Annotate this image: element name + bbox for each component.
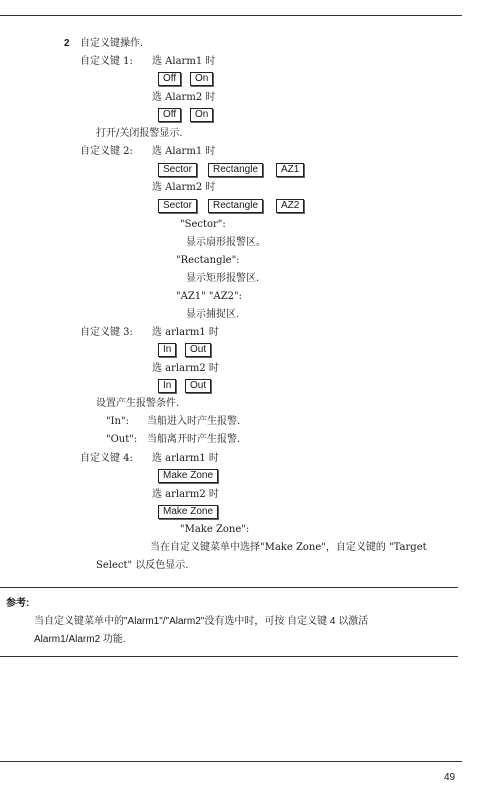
key3-alarm2-out-button[interactable]: Out [185,379,211,393]
key3-label: 自定义键 3: [80,327,133,338]
key3-note: 设置产生报警条件. [96,398,180,409]
key2-alarm1-rectangle-button[interactable]: Rectangle [208,163,263,177]
key2-alarm2-text: 选 Alarm2 时 [152,182,216,193]
reference-heading: 参考: [6,598,30,609]
key2-alarm1-az1-button[interactable]: AZ1 [276,163,304,177]
key3-alarm1-text: 选 arlarm1 时 [152,327,219,338]
reference-bottom-rule [0,656,458,657]
key4-make-zone-term: "Make Zone": [180,524,250,535]
reference-top-rule [0,587,458,588]
key3-out-desc: 当船离开时产生报警. [147,434,241,445]
key1-alarm1-text: 选 Alarm1 时 [152,56,216,67]
key2-alarm1-text: 选 Alarm1 时 [152,146,216,157]
key4-alarm2-text: 选 arlarm2 时 [152,489,219,500]
key1-alarm2-text: 选 Alarm2 时 [152,92,216,103]
key2-rectangle-term: "Rectangle": [176,255,240,266]
step-title: 自定义键操作. [80,38,144,49]
key4-alarm1-text: 选 arlarm1 时 [152,453,219,464]
key2-rectangle-desc: 显示矩形报警区. [186,273,260,284]
key4-make-zone-desc-line1: 当在自定义键菜单中选择"Make Zone"，自定义键的 "Target [150,542,427,553]
key2-alarm2-sector-button[interactable]: Sector [158,199,197,213]
key3-alarm2-text: 选 arlarm2 时 [152,363,219,374]
key2-az-desc: 显示捕捉区. [186,309,240,320]
key2-sector-desc: 显示扇形报警区。 [186,237,266,248]
key2-alarm1-sector-button[interactable]: Sector [158,163,197,177]
key4-alarm1-make-zone-button[interactable]: Make Zone [158,469,218,483]
top-rule [0,15,462,16]
key1-note: 打开/关闭报警显示. [96,128,183,139]
key2-alarm2-az2-button[interactable]: AZ2 [276,199,304,213]
key1-alarm2-on-button[interactable]: On [190,108,213,122]
page-number: 49 [444,772,456,783]
key4-make-zone-desc-line2: Select" 以反色显示. [96,560,189,571]
footer-rule [0,761,462,762]
key3-in-term: "In": [106,416,129,427]
key4-label: 自定义键 4: [80,453,133,464]
key1-label: 自定义键 1: [80,56,133,67]
key1-alarm1-on-button[interactable]: On [190,72,213,86]
key3-alarm2-in-button[interactable]: In [158,379,176,393]
key2-alarm2-rectangle-button[interactable]: Rectangle [208,199,263,213]
key2-az-term: "AZ1" "AZ2": [176,291,243,302]
step-number: 2 [64,38,70,49]
key1-alarm2-off-button[interactable]: Off [158,108,181,122]
key4-alarm2-make-zone-button[interactable]: Make Zone [158,505,218,519]
reference-line2: Alarm1/Alarm2 功能. [34,634,126,645]
key3-in-desc: 当船进入时产生报警. [147,416,241,427]
key2-label: 自定义键 2: [80,146,133,157]
key3-alarm1-in-button[interactable]: In [158,343,176,357]
reference-line1: 当自定义键菜单中的"Alarm1"/"Alarm2"没有选中时，可按 自定义键 4 以激活 [34,616,369,627]
key3-out-term: "Out": [106,434,138,445]
key3-alarm1-out-button[interactable]: Out [185,343,211,357]
key2-sector-term: "Sector": [180,219,226,230]
key1-alarm1-off-button[interactable]: Off [158,72,181,86]
